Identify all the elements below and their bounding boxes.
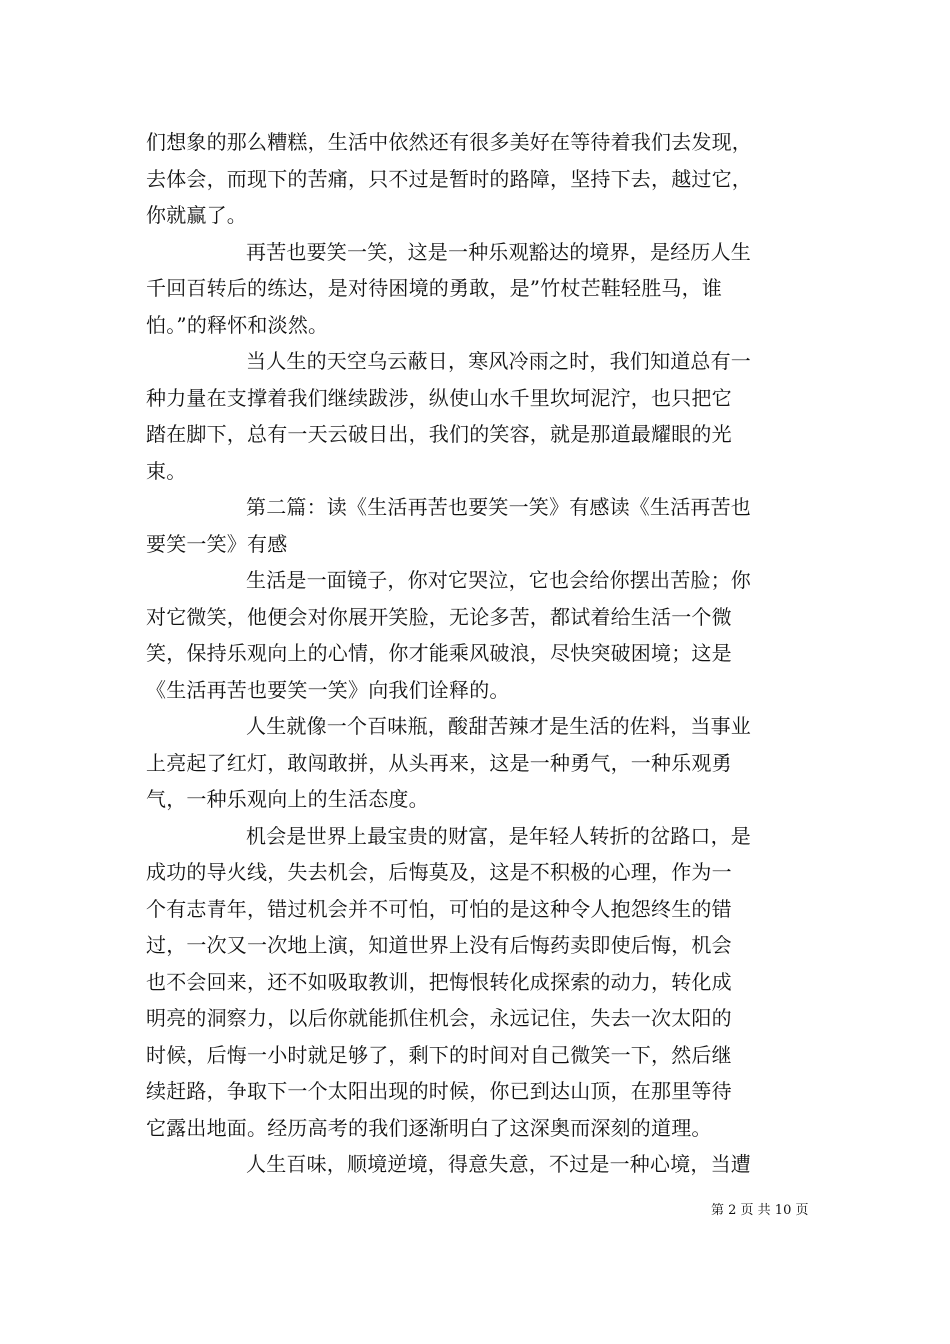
text-line: 踏在脚下，总有一天云破日出，我们的笑容，就是那道最耀眼的光 bbox=[146, 422, 732, 446]
text-line: 们想象的那么糟糕，生活中依然还有很多美好在等待着我们去发现， bbox=[146, 130, 752, 154]
text-line: 明亮的洞察力，以后你就能抓住机会，永远记住，失去一次太阳的 bbox=[146, 1006, 732, 1030]
text-line: 种力量在支撑着我们继续跋涉，纵使山水千里坎坷泥泞，也只把它 bbox=[146, 385, 732, 410]
document-body bbox=[146, 124, 811, 1183]
text-line: 过，一次又一次地上演，知道世界上没有后悔药卖即使后悔，机会 bbox=[146, 933, 732, 957]
text-line: 束。 bbox=[146, 458, 187, 483]
text-line: 它露出地面。经历高考的我们逐渐明白了这深奥而深刻的道理。 bbox=[146, 1115, 712, 1140]
page-number-footer: 第 2 页 共 10 页 bbox=[711, 1203, 809, 1218]
text-line: 时候，后悔一小时就足够了，剩下的时间对自己微笑一下，然后继 bbox=[146, 1042, 732, 1067]
text-line: 续赶路，争取下一个太阳出现的时候，你已到达山顶，在那里等待 bbox=[146, 1079, 732, 1103]
text-line: 个有志青年，错过机会并不可怕，可怕的是这种令人抱怨终生的错 bbox=[146, 896, 732, 921]
text-line: 成功的导火线，失去机会，后悔莫及，这是不积极的心理，作为一 bbox=[146, 860, 732, 884]
text-line: 上亮起了红灯，敢闯敢拼，从头再来，这是一种勇气，一种乐观勇 bbox=[146, 750, 732, 775]
paragraph-first-line: 机会是世界上最宝贵的财富，是年轻人转折的岔路口，是 bbox=[246, 823, 751, 848]
text-line: 对它微笑，他便会对你展开笑脸，无论多苦，都试着给生活一个微 bbox=[146, 604, 732, 629]
paragraph-first-line: 人生百味，顺境逆境，得意失意，不过是一种心境，当遭 bbox=[246, 1152, 751, 1176]
text-line: 也不会回来，还不如吸取教训，把悔恨转化成探索的动力，转化成 bbox=[146, 969, 732, 994]
paragraph-first-line: 人生就像一个百味瓶，酸甜苦辣才是生活的佐料，当事业 bbox=[246, 714, 751, 738]
text-line: 笑，保持乐观向上的心情，你才能乘风破浪，尽快突破困境；这是 bbox=[146, 641, 732, 665]
text-line: 去体会，而现下的苦痛，只不过是暂时的路障，坚持下去，越过它， bbox=[146, 166, 752, 191]
text-line: 要笑一笑》有感 bbox=[146, 531, 288, 556]
text-line: 《生活再苦也要笑一笑》向我们诠释的。 bbox=[146, 677, 510, 702]
paragraph-first-line: 第二篇：读《生活再苦也要笑一笑》有感读《生活再苦也 bbox=[246, 495, 751, 519]
paragraph-first-line: 再苦也要笑一笑，这是一种乐观豁达的境界，是经历人生 bbox=[246, 239, 751, 264]
text-line: 千回百转后的练达，是对待困境的勇敢，是”竹杖芒鞋轻胜马，谁 bbox=[146, 276, 723, 300]
text-line: 气，一种乐观向上的生活态度。 bbox=[146, 787, 429, 811]
paragraph-first-line: 生活是一面镜子，你对它哭泣，它也会给你摆出苦脸；你 bbox=[246, 568, 751, 592]
paragraph-first-line: 当人生的天空乌云蔽日，寒风冷雨之时，我们知道总有一 bbox=[246, 349, 751, 373]
text-line: 怕。”的释怀和淡然。 bbox=[146, 312, 329, 337]
text-line: 你就赢了。 bbox=[146, 203, 247, 227]
